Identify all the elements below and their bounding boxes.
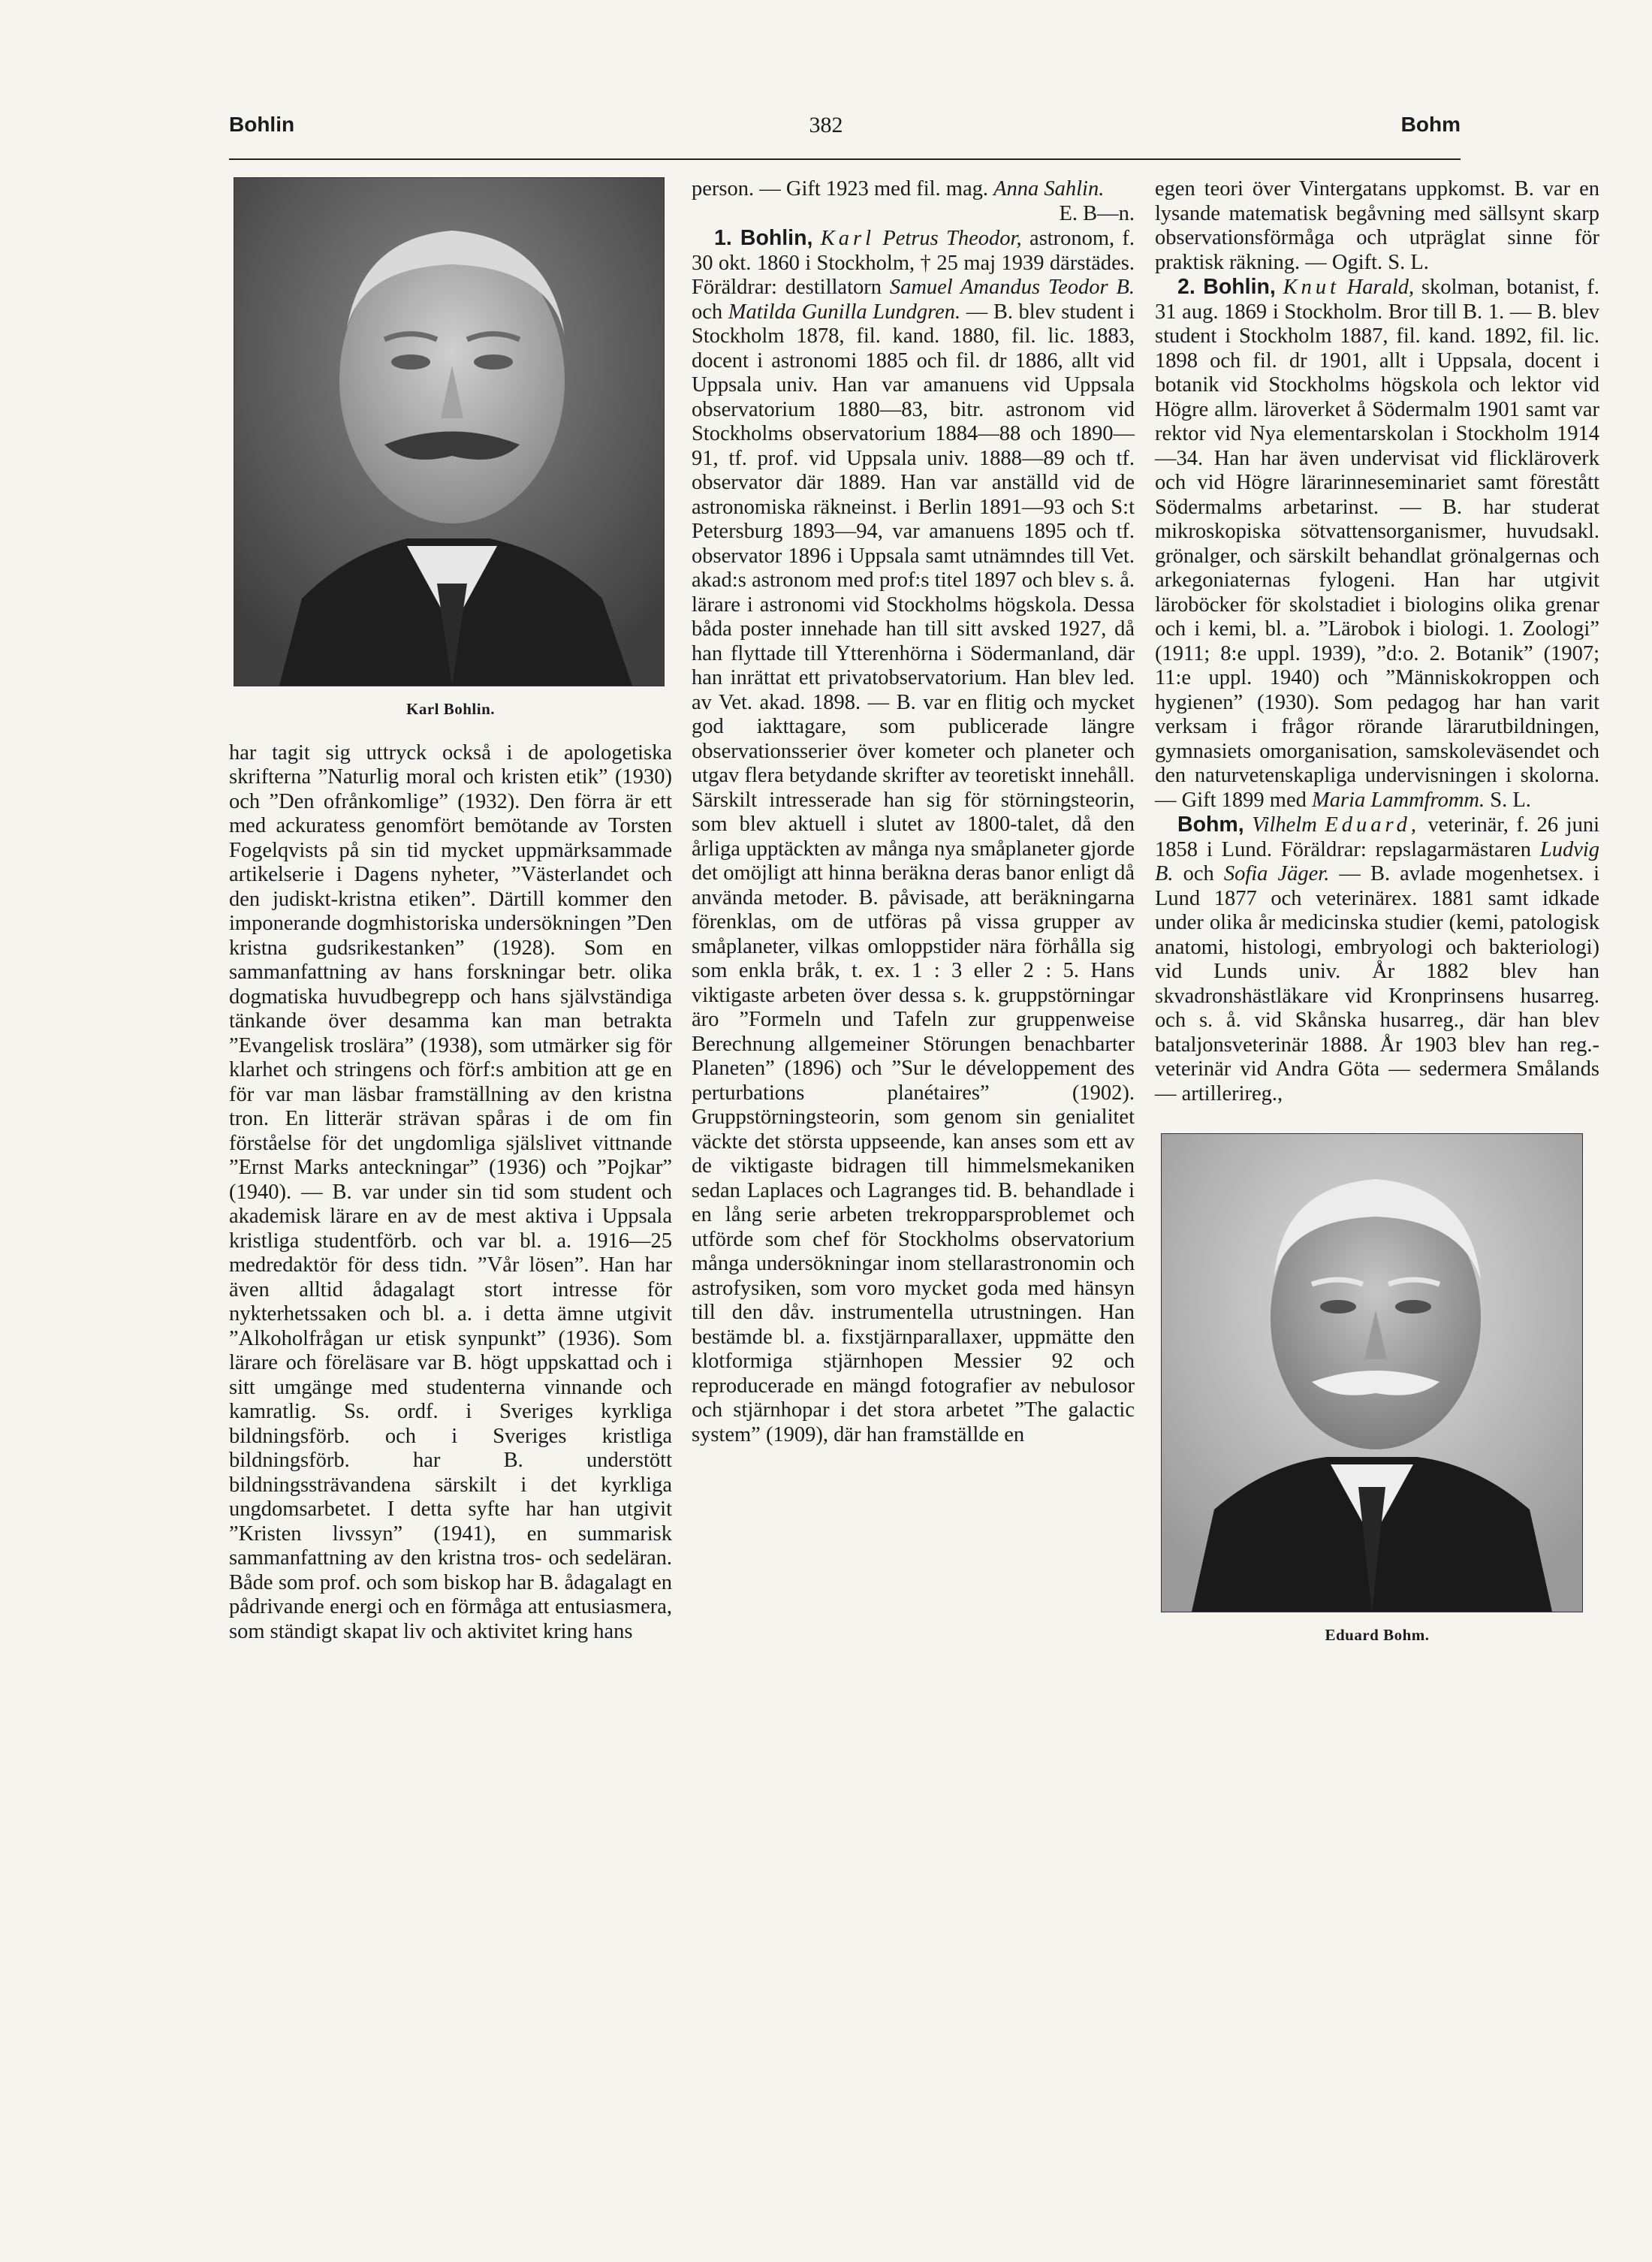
mother-name: Matilda Gunilla Lundgren. — [728, 300, 961, 324]
given-name: Knut — [1283, 276, 1340, 299]
text-run: veterinär, f. 26 juni 1858 i Lund. Föräldrar: repslagarmästaren — [1155, 813, 1600, 861]
entry-continuation — [692, 177, 1135, 225]
entry-headword: Bohm, — [1177, 813, 1244, 837]
caption-karl-bohlin: Karl Bohlin. — [405, 700, 496, 718]
entry-continuation: egen teori över Vintergatans uppkomst. B. var en lysande matematisk begåvning med sällsynt skarp observationsförmåga och utpräglat sinne för praktisk räkning. — Ogift. S. L. — [1155, 177, 1599, 274]
father-name: Ludvig B. — [1155, 837, 1600, 885]
caption-eduard-bohm: Eduard Bohm. — [1325, 1626, 1430, 1644]
text-run: och — [692, 300, 723, 324]
author-signature: S. L. — [1490, 788, 1531, 812]
text-run: och — [1183, 862, 1214, 885]
text-run: astronom, f. 30 okt. 1860 i Stockholm, † 25 maj 1939 därstädes. Föräldrar: destillatorn — [692, 227, 1135, 299]
entry-headword: 1. Bohlin, — [714, 226, 813, 250]
entry-eduard-bohm — [1155, 813, 1599, 1106]
column-2 — [692, 177, 1135, 1447]
spouse-name: Maria Lammfromm. — [1311, 788, 1485, 812]
given-name: Eduard, — [1325, 813, 1420, 837]
running-head-right: Bohm — [1400, 113, 1461, 136]
running-head-left: Bohlin — [229, 113, 295, 136]
text-run: person. — Gift 1923 med fil. mag. — [692, 177, 988, 201]
first-name: Vilhelm — [1252, 813, 1317, 837]
portrait-eduard-bohm — [1161, 1133, 1583, 1612]
header-rule — [229, 158, 1461, 160]
other-names: Petrus Theodor, — [882, 227, 1022, 250]
author-signature: E. B—n. — [1059, 201, 1135, 225]
given-name: Karl — [820, 227, 876, 250]
column-1 — [229, 177, 672, 1644]
father-name: Samuel Amandus Teodor B. — [889, 276, 1135, 299]
portrait-karl-bohlin — [234, 177, 665, 686]
text-run: — B. avlade mogenhetsex. i Lund 1877 och veterinärex. 1881 samt idkade under olika år medicinska studier (kemi, patologisk anatomi, histologi, embryologi och bakteriologi) vid Lunds univ. År 1882 blev han skvadronshästläkare vid Kronprinsens husarreg. och s. å. vid Skånska husarreg., där han blev bataljonsveterinär 1888. År 1903 blev han reg.-veterinär vid Andra Göta — sedermera Smålands — artillerireg., — [1155, 862, 1600, 1105]
portrait-eduard-bohm-image — [1162, 1134, 1582, 1612]
paragraph: har tagit sig uttryck också i de apologetiska skrifterna ”Naturlig moral och kristen etik” (1930) och ”Den ofrånkomlige” (1932). Den förra är ett med ackuratess genomfört bemötande av Torsten Fogelqvists på sin tid mycket uppmärksammade artikelserie i Dagens nyheter, ”Västerlandet och den judiskt-kristna etiken”. Därtill kommer den imponerande dogmhistoriska undersökningen ”Den kristna gudsrikestanken” (1928). Som en sammanfattning av hans forskningar betr. olika dogmatiska huvudbegrepp och hans självständiga tänkande över desamma kan man betrakta ”Evangelisk troslära” (1938), som utmärker sig för klarhet och stringens och förf:s ambition att ge en för var man läsbar framställning av den kristna tron. En litterär strävan spåras i de om fin förståelse för det ungdomliga själslivet vittnande ”Ernst Marks anteckningar” (1936) och ”Pojkar” (1940). — B. var under sin tid som student och akademisk lärare en av de mest aktiva i Uppsala kristliga studentförb. och var bl. a. 1916—25 medredaktör för dess tidn. ”Vår lösen”. Han har även alltid ådagalagt stort intresse för nykterhetssaken och bl. a. i detta ämne utgivit ”Alkoholfrågan ur etisk synpunkt” (1936). Som lärare och föreläsare var B. högt uppskattad och i sitt umgänge med studenterna vinnande och kamratlig. Ss. ordf. i Sveriges kyrkliga bildningsförb. och i Sveriges kristliga bildningsförb. har B. understött bildningssträvandena särskilt i det kyrkliga ungdomsarbetet. I detta syfte har han utgivit ”Kristen livssyn” (1941), en summarisk sammanfattning av den kristna tros- och sedeläran. Både som prof. och som biskop har B. ådagalagt en pådrivande energi och en förmåga att entusiasmera, som ständigt skapat liv och aktivitet kring hans — [229, 740, 672, 1643]
entry-karl-bohlin — [692, 226, 1135, 1447]
text-run: skolman, botanist, f. 31 aug. 1869 i Stockholm. Bror till B. 1. — B. blev student i Stockholm 1887, fil. kand. 1892, fil. lic. 1898 och fil. dr 1901, allt i Uppsala, docent i botanik vid Stockholms högskola och lektor vid Högre allm. läroverket å Södermalm 1901 samt var rektor vid Nya elementarskolan i Stockholm 1914—34. Han har även undervisat vid flickläroverk och vid Högre lärarinneseminariet samt förestått Södermalms arbetarinst. — B. har studerat mikroskopiska sötvattensorganismer, huvudsakl. grönalger, och särskilt behandlat grönalgernas och arkegoniaternas fylogeni. Han har utgivit läroböcker för skolstadiet i biologins olika grenar och i kemi, bl. a. ”Lärobok i biologi. 1. Zoologi” (1911; 8:e uppl. 1939), ”d:o. 2. Botanik” (1907; 11:e uppl. 1940) och ”Människokroppen och hygienen” (1930). Som pedagog har han varit verksam i frågor rörande lärarutbildningen, gymnasiets omorganisation, samskoleväsendet och den naturvetenskapliga undervisningen i skolorna. — Gift 1899 med — [1155, 276, 1600, 812]
mother-name: Sofia Jäger. — [1223, 862, 1330, 885]
entry-headword: 2. Bohlin, — [1177, 275, 1276, 299]
spouse-name: Anna Sahlin. — [993, 177, 1105, 201]
column-3 — [1155, 177, 1599, 1667]
page-number: 382 — [809, 113, 843, 137]
text-run: — B. blev student i Stockholm 1878, fil. kand. 1880, fil. lic. 1883, docent i astronomi 1885 och fil. dr 1886, allt vid Uppsala univ. Han var amanuens vid Uppsala observatorium 1880—83, bitr. astronom vid Stockholms observatorium 1884—88 och 1890—91, tf. prof. vid Uppsala univ. 1888—89 och tf. observator där 1889. Han var anställd vid de astronomiska räkneinst. i Berlin 1891—93 och S:t Petersburg 1893—94, var amanuens 1895 och tf. observator 1896 i Uppsala samt utnämndes till Vet. akad:s astronom med prof:s titel 1897 och blev s. å. lärare i astronomi vid Stockholms högskola. Dessa båda poster innehade han till sitt avsked 1927, då han flyttade till Ytterenhörna i Södermanland, där han inrättat ett privatobservatorium. Han blev led. av Vet. akad. 1898. — B. var en flitig och mycket god iakttagare, som publicerade längre observationsserier över kometer och planeter och utgav flera betydande skrifter av teoretiskt innehåll. Särskilt intresserade han sig för störningsteorin, som blev aktuell i slutet av 1800-talet, då den årliga upptäckten av många nya småplaneter gjorde det omöjligt att hinna beräkna deras banor enligt då använda metoder. B. påvisade, att beräkningarna förenklas, om de utföras på vissa grupper av småplaneter, vilkas omloppstider nära förhålla sig som enkla bråk, t. ex. 1 : 3 eller 2 : 5. Hans viktigaste arbeten över dessa s. k. gruppstörningar äro ”Formeln und Tafeln zur gruppenweise Berechnung allgemeiner Störungen benachbarter Planeten” (1896) och ”Sur le développement des perturbations planétaires” (1902). Gruppstörningsteorin, som genom sin genialitet väckte det största uppseende, kan anses som ett av de viktigaste bidragen till himmelsmekaniken sedan Laplaces och Lagranges tid. B. behandlade i en lång serie arbeten trekropparsproblemet och utförde som chef för Stockholms observatorium många undersökningar inom stellarastronomin och astrofysiken, som voro mycket goda med hänsyn till den dåv. instrumentella utrustningen. Han bestämde bl. a. fixstjärnparallaxer, uppmätte den klotformiga stjärnhopen Messier 92 och reproducerade en mängd fotografier av nebulosor och stjärnhopar i det stora arbetet ”The galactic system” (1909), där han framställde en — [692, 300, 1135, 1446]
portrait-karl-bohlin-image — [234, 178, 664, 686]
other-names: Harald, — [1346, 276, 1415, 299]
entry-knut-bohlin — [1155, 275, 1599, 813]
